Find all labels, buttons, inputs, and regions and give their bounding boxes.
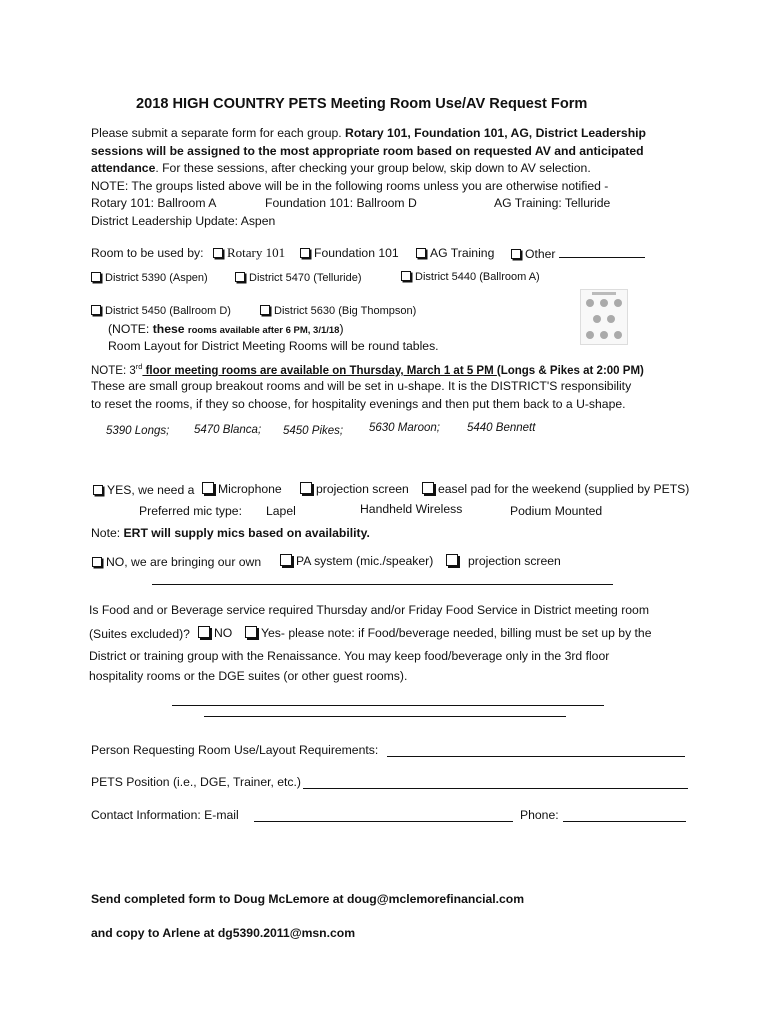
checkbox-d5630[interactable] [260,305,416,317]
checkbox-rotary[interactable] [213,245,285,261]
copy-instructions: and copy to Arlene at dg5390.2011@msn.com [91,926,356,940]
checkbox-d5390-label: District 5390 (Aspen) [105,272,208,284]
intro-bold-attendance: attendance [91,161,156,175]
checkbox-icon [235,272,245,282]
checkbox-av-no-label: NO, we are bringing our own [106,555,262,569]
checkbox-av-yes[interactable] [93,483,194,497]
third-floor-note [91,362,644,377]
checkbox-microphone-label: Microphone [218,482,282,496]
food-answer-line-1[interactable] [172,705,604,706]
intro-bold: Rotary 101, Foundation 101, AG, District Leadership [345,126,646,140]
rooms-note-these: these [152,322,188,336]
checkbox-av-yes-label: YES, we need a [107,483,195,497]
section-divider [152,584,613,585]
person-requesting-row [91,743,378,757]
rooms-note [108,322,344,336]
checkbox-projection-label: projection screen [316,482,409,496]
checkbox-icon [91,272,101,282]
page-title: 2018 HIGH COUNTRY PETS Meeting Room Use/AV Request Form [136,96,588,112]
checkbox-d5390[interactable] [91,272,208,284]
person-requesting-field[interactable] [387,756,685,757]
checkbox-icon [401,271,411,281]
intro-text: . For these sessions, after checking your group below, skip down to AV selection. [155,161,591,175]
checkbox-ag[interactable] [416,246,494,260]
checkbox-icon [300,482,312,494]
checkbox-projection[interactable] [300,482,409,496]
checkbox-icon [446,554,458,566]
checkbox-easel-label: easel pad for the weekend (supplied by PETS) [438,482,690,496]
checkbox-food-no[interactable] [198,626,232,640]
rooms-note-suffix: ) [339,322,344,336]
room-foundation: Foundation 101: Ballroom D [265,196,417,210]
third-floor-line-3: to reset the rooms, if they so choose, for hospitality evenings and then put them back to a U-shape. [91,397,626,411]
intro-line-3 [91,160,591,178]
third-floor-note-prefix: NOTE: 3 [91,364,136,377]
checkbox-d5470[interactable] [235,272,361,284]
checkbox-icon [213,248,223,258]
food-question-prefix: (Suites excluded)? [89,627,190,641]
breakout-room-longs: 5390 Longs; [106,425,170,437]
checkbox-icon [245,626,257,638]
food-line-4: hospitality rooms or the DGE suites (or other guest rooms). [89,669,408,683]
ert-note [91,526,370,540]
checkbox-microphone[interactable] [202,482,282,496]
food-answer-line-2[interactable] [204,716,566,717]
contact-email-row [91,808,239,822]
checkbox-icon [198,626,210,638]
ert-note-prefix: Note: [91,526,124,540]
mic-option-podium[interactable]: Podium Mounted [510,504,603,518]
checkbox-d5470-label: District 5470 (Telluride) [249,272,362,284]
checkbox-easel[interactable] [422,482,689,496]
checkbox-food-yes-label: Yes- please note: if Food/beverage needed, billing must be set up by the [261,626,652,640]
other-fill-line[interactable] [559,246,645,258]
rooms-note-availability: rooms available after 6 PM, 3/1/18 [187,325,340,336]
pets-position-field[interactable] [303,788,688,789]
contact-phone-label: Phone: [520,808,559,822]
third-floor-note-bold: floor meeting rooms are available on Thursday, March 1 at 5 PM [142,364,497,377]
checkbox-icon [91,305,101,315]
checkbox-icon [202,482,214,494]
contact-email-label: Contact Information: E-mail [91,808,239,822]
checkbox-icon [422,482,434,494]
contact-phone-field[interactable] [563,821,686,822]
checkbox-ag-label: AG Training [430,246,495,260]
checkbox-foundation[interactable] [300,246,399,260]
intro-line-2: sessions will be assigned to the most appropriate room based on requested AV and anticipated [91,144,644,158]
food-line-3: District or training group with the Renaissance. You may keep food/beverage only in the 3rd floor [89,649,610,663]
checkbox-d5450[interactable] [91,305,231,317]
room-select-label: Room to be used by: [91,246,204,260]
checkbox-icon [511,249,521,259]
intro-text: Please submit a separate form for each group. [91,126,346,140]
checkbox-foundation-label: Foundation 101 [314,246,399,260]
mic-type-label: Preferred mic type: [139,504,242,518]
rooms-note-prefix: (NOTE: [108,322,153,336]
room-rotary: Rotary 101: Ballroom A [91,196,217,210]
breakout-room-blanca: 5470 Blanca; [194,424,262,436]
third-floor-line-2: These are small group breakout rooms and will be set in u-shape. It is the DISTRICT'S responsibility [91,379,632,393]
food-question-line-2 [89,627,190,641]
contact-email-field[interactable] [254,821,513,822]
checkbox-icon [92,557,102,567]
mic-option-lapel[interactable]: Lapel [266,504,296,518]
checkbox-food-yes[interactable] [245,626,652,640]
round-tables-diagram-icon [580,289,628,345]
checkbox-projection-own[interactable] [446,554,561,568]
checkbox-icon [260,305,270,315]
checkbox-pa-label: PA system (mic./speaker) [296,554,434,568]
checkbox-d5450-label: District 5450 (Ballroom D) [105,305,231,317]
intro-note: NOTE: The groups listed above will be in the following rooms unless you are otherwise notified - [91,179,609,193]
checkbox-projection-own-label: projection screen [468,554,561,568]
room-district: District Leadership Update: Aspen [91,214,276,228]
food-question-line-1: Is Food and or Beverage service required Thursday and/or Friday Food Service in District meeting room [89,603,649,617]
checkbox-icon [280,554,292,566]
breakout-room-bennett: 5440 Bennett [467,422,536,434]
checkbox-rotary-label: Rotary 101 [227,245,286,260]
breakout-room-pikes: 5450 Pikes; [283,425,344,437]
checkbox-pa[interactable] [280,554,433,568]
send-instructions: Send completed form to Doug McLemore at doug@mclemorefinancial.com [91,892,525,906]
breakout-room-maroon: 5630 Maroon; [369,422,440,434]
checkbox-d5440[interactable] [401,271,540,283]
checkbox-other[interactable] [511,246,645,261]
checkbox-av-no[interactable] [92,555,261,569]
room-ag: AG Training: Telluride [494,196,611,210]
third-floor-note-times: (Longs & Pikes at 2:00 PM) [496,364,644,377]
intro-line-1 [91,125,646,143]
checkbox-icon [93,485,103,495]
third-floor-sup: rd [135,362,143,371]
checkbox-other-label: Other [525,247,556,261]
checkbox-food-no-label: NO [214,626,233,640]
pets-position-row [91,775,301,789]
checkbox-icon [300,248,310,258]
pets-position-label: PETS Position (i.e., DGE, Trainer, etc.) [91,775,301,789]
person-requesting-label: Person Requesting Room Use/Layout Requirements: [91,743,379,757]
checkbox-d5630-label: District 5630 (Big Thompson) [274,305,417,317]
ert-note-bold: ERT will supply mics based on availability. [123,526,370,540]
mic-option-handheld[interactable]: Handheld Wireless [360,502,463,516]
room-layout-note: Room Layout for District Meeting Rooms will be round tables. [108,339,439,353]
checkbox-icon [416,248,426,258]
checkbox-d5440-label: District 5440 (Ballroom A) [415,271,540,283]
